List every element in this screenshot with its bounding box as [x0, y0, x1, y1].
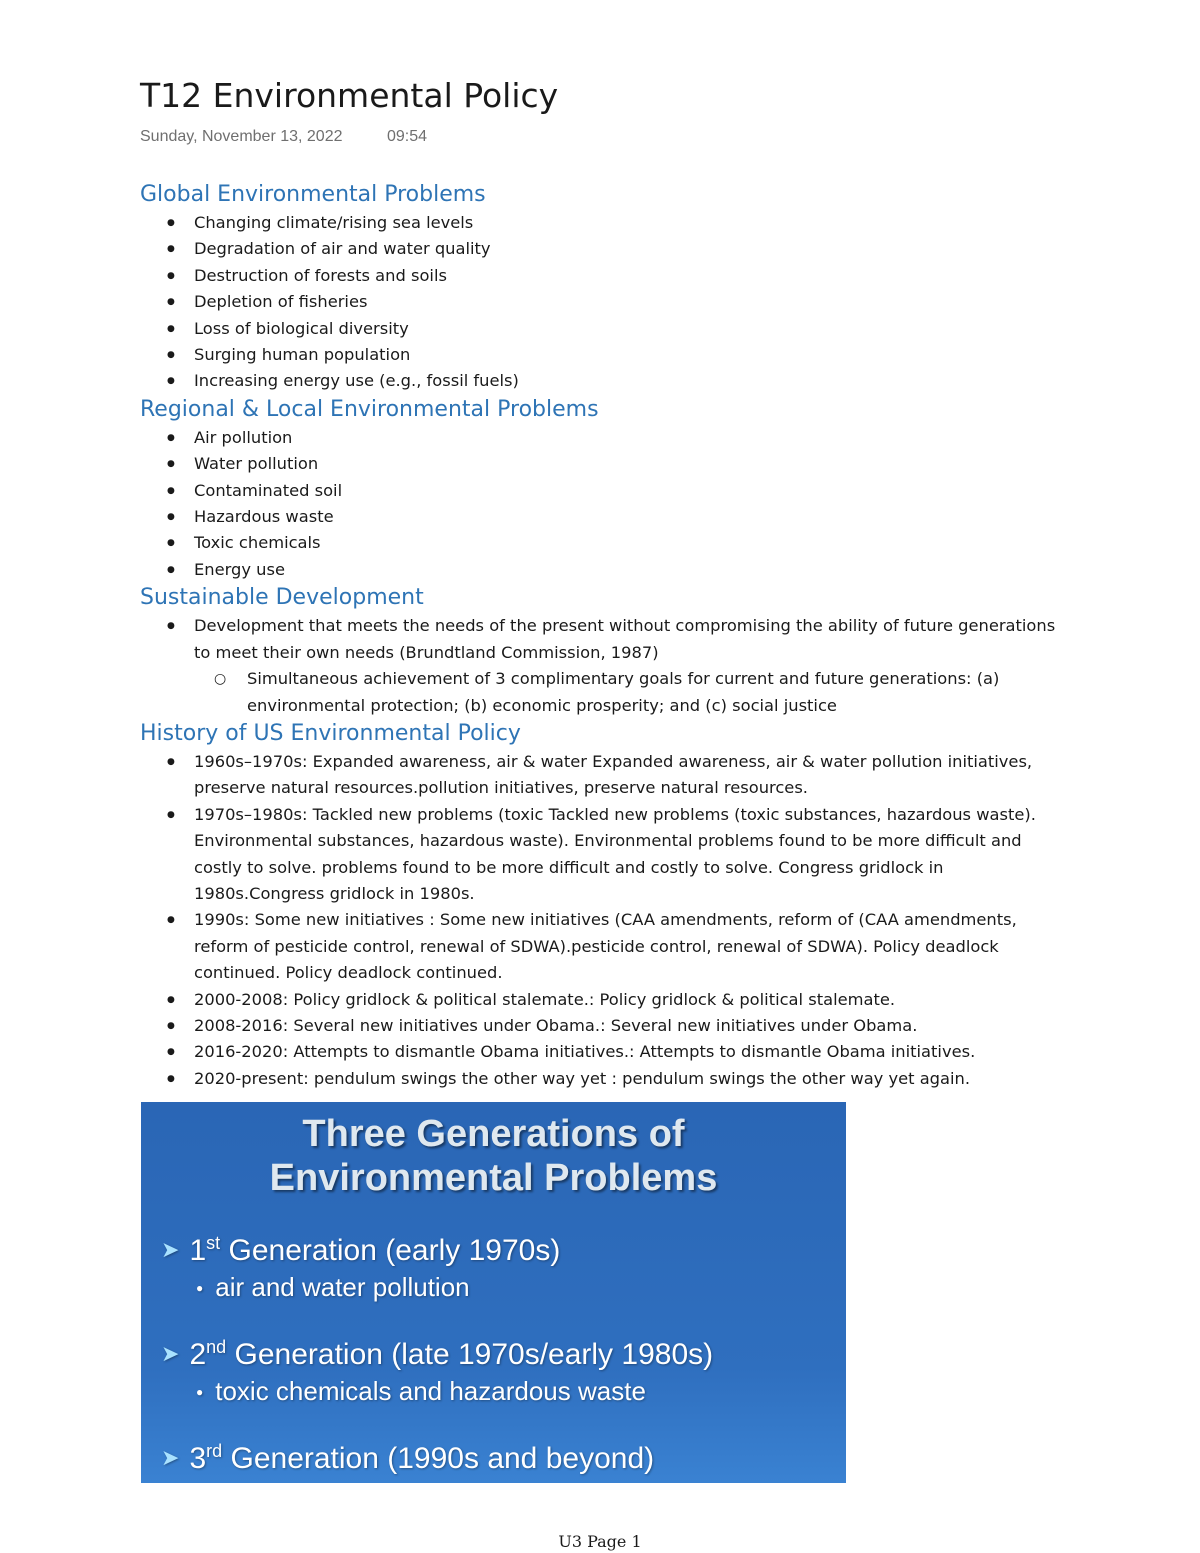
list-item: ● 1960s–1970s: Expanded awareness, air & water Expanded awareness, air & water pollution initiatives, preserve natural resources.pollution initiatives, preserve natural resources. [194, 749, 1070, 802]
list-item: ● Changing climate/rising sea levels [194, 210, 1070, 236]
section-heading-regional: Regional & Local Environmental Problems [140, 396, 599, 422]
list-item: ● 1990s: Some new initiatives : Some new initiatives (CAA amendments, reform of (CAA amendments, reform of pesticide control, renewal of SDWA).pesticide control, renewal of SDWA). Policy deadlock continued. Policy deadlock continued. [194, 907, 1070, 986]
list-item: ● 2016-2020: Attempts to dismantle Obama initiatives.: Attempts to dismantle Obama initiatives. [194, 1039, 1070, 1065]
list-item: ● Hazardous waste [194, 504, 1070, 530]
list-item: ● Toxic chemicals [194, 530, 1070, 556]
list-item: ● 2000-2008: Policy gridlock & political stalemate.: Policy gridlock & political stalemate. [194, 987, 1070, 1013]
list-item: ● Destruction of forests and soils [194, 263, 1070, 289]
list-item: ● Increasing energy use (e.g., fossil fuels) [194, 368, 1070, 394]
global-problems-list [140, 210, 1070, 395]
list-item: ● Depletion of fisheries [194, 289, 1070, 315]
arrow-bullet-icon: ➤ [161, 1237, 180, 1262]
list-item: ● Air pollution [194, 425, 1070, 451]
slide-heading-line: Environmental Problems [269, 1157, 718, 1199]
list-item-text: Development that meets the needs of the present without compromising the ability of future generations to meet their own needs (Brundtland Commission, 1987) [194, 616, 1056, 662]
list-item: ● 1970s–1980s: Tackled new problems (toxic Tackled new problems (toxic substances, hazardous waste). Environmental substances, hazardous waste). Environmental problems found to be more difficult and costly to solve. problems found to be more difficult and costly to solve. Congress gridlock in 1980s.Congress gridlock in 1980s. [194, 802, 1070, 908]
sub-list [194, 666, 1070, 719]
slide-generation-1-detail: ● air and water pollution [196, 1272, 470, 1302]
regional-problems-list [140, 425, 1070, 583]
list-item [194, 613, 1070, 719]
list-item: ● 2008-2016: Several new initiatives under Obama.: Several new initiatives under Obama. [194, 1013, 1070, 1039]
bullet-dot-icon: ● [196, 1385, 204, 1399]
page-timestamp [140, 128, 427, 146]
list-item: ● Contaminated soil [194, 478, 1070, 504]
slide-generation-1: ➤ 1st Generation (early 1970s) [161, 1233, 561, 1267]
slide-heading [141, 1112, 846, 1200]
slide-generation-2-detail: ● toxic chemicals and hazardous waste [196, 1376, 646, 1406]
page-title: T12 Environmental Policy [140, 76, 559, 115]
list-item: ● Loss of biological diversity [194, 316, 1070, 342]
slide-generation-2: ➤ 2nd Generation (late 1970s/early 1980s) [161, 1337, 714, 1371]
sustainable-development-list [140, 613, 1070, 719]
bullet-dot-icon: ● [196, 1281, 204, 1295]
list-item: ● Surging human population [194, 342, 1070, 368]
section-heading-global: Global Environmental Problems [140, 182, 486, 207]
section-heading-sustainable: Sustainable Development [140, 585, 424, 611]
page-date: Sunday, November 13, 2022 [140, 128, 343, 145]
arrow-bullet-icon: ➤ [161, 1445, 180, 1470]
page-content [140, 180, 1070, 1092]
slide-heading-line: Three Generations of [302, 1113, 685, 1155]
section-heading-history: History of US Environmental Policy [140, 720, 521, 746]
page-time: 09:54 [386, 128, 427, 145]
page-footer: U3 Page 1 [558, 1532, 642, 1551]
history-list [140, 749, 1070, 1092]
arrow-bullet-icon: ➤ [161, 1341, 180, 1366]
list-item: ● 2020-present: pendulum swings the other way yet : pendulum swings the other way yet again. [194, 1066, 1070, 1092]
list-item: ● Energy use [194, 557, 1070, 583]
sub-list-item: ○ Simultaneous achievement of 3 complimentary goals for current and future generations: (a) environmental protection; (b) economic prosperity; and (c) social justice [247, 666, 1070, 719]
slide-generation-3: ➤ 3rd Generation (1990s and beyond) [161, 1441, 655, 1475]
list-item: ● Degradation of air and water quality [194, 236, 1070, 262]
embedded-slide-image [141, 1102, 846, 1483]
list-item: ● Water pollution [194, 451, 1070, 477]
